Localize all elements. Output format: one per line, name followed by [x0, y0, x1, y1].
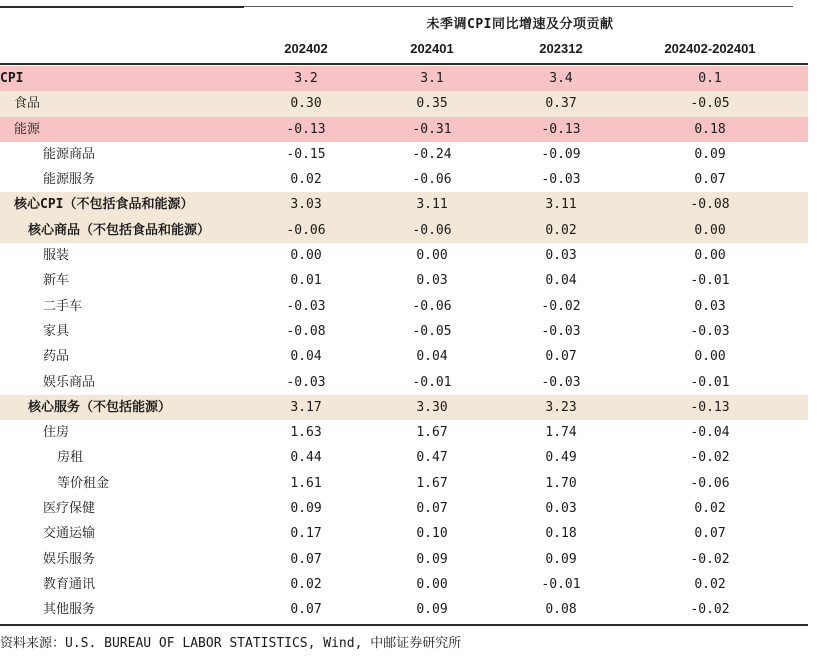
row-value: 3.1 — [420, 71, 444, 86]
table-row — [0, 192, 808, 217]
row-value: -0.02 — [690, 602, 730, 618]
table-row — [0, 91, 808, 116]
row-value: 0.02 — [290, 576, 322, 592]
row-value: 0.09 — [545, 551, 577, 567]
row-value: 0.00 — [694, 248, 726, 264]
row-value: -0.13 — [690, 399, 730, 415]
row-label: 核心服务（不包括能源） — [28, 399, 172, 415]
row-value: -0.05 — [690, 96, 730, 112]
row-value: -0.09 — [541, 146, 581, 162]
row-value: 3.2 — [294, 71, 318, 86]
top-rule-right — [244, 6, 793, 7]
row-value: -0.13 — [286, 121, 326, 137]
row-value: 3.17 — [290, 399, 322, 415]
table-row — [0, 521, 808, 546]
row-value: 0.02 — [694, 501, 726, 517]
row-value: -0.05 — [412, 323, 452, 339]
row-value: 3.11 — [416, 197, 448, 213]
table-row — [0, 66, 808, 91]
table-row — [0, 117, 808, 142]
row-value: 3.03 — [290, 197, 322, 213]
row-value: 0.01 — [290, 273, 322, 289]
row-label: 教育通讯 — [43, 576, 96, 592]
row-value: 0.03 — [545, 501, 577, 517]
row-label: 服装 — [43, 248, 70, 264]
table-bottom-rule — [0, 624, 808, 626]
row-value: 0.08 — [545, 602, 577, 618]
row-value: 1.74 — [545, 425, 577, 441]
row-value: -0.03 — [690, 323, 730, 339]
row-label: 药品 — [43, 349, 70, 365]
row-value: -0.06 — [690, 475, 730, 491]
row-value: 0.18 — [694, 121, 726, 137]
row-label: 新车 — [43, 273, 70, 289]
table-row — [0, 395, 808, 420]
row-value: 0.00 — [694, 222, 726, 238]
row-value: 0.09 — [694, 146, 726, 162]
column-header-diff: 202402-202401 — [664, 41, 756, 56]
row-label: 能源 — [14, 121, 41, 137]
table-row — [0, 420, 808, 445]
row-value: 0.03 — [545, 248, 577, 264]
row-label: 交通运输 — [43, 526, 96, 542]
row-value: -0.06 — [412, 222, 452, 238]
row-value: 1.63 — [290, 425, 322, 441]
table-row — [0, 471, 808, 496]
table-row — [0, 572, 808, 597]
row-value: 0.49 — [545, 450, 577, 466]
table-row — [0, 243, 808, 268]
row-value: 1.67 — [416, 425, 448, 441]
row-value: 0.07 — [545, 349, 577, 365]
row-value: 0.02 — [545, 222, 577, 238]
row-value: 0.07 — [694, 172, 726, 188]
row-value: -0.06 — [286, 222, 326, 238]
row-value: 0.35 — [416, 96, 448, 112]
row-value: -0.03 — [541, 323, 581, 339]
row-label: 核心CPI（不包括食品和能源） — [14, 197, 194, 213]
row-label: 医疗保健 — [43, 501, 96, 517]
top-rule-left — [0, 6, 244, 8]
row-value: 0.09 — [416, 602, 448, 618]
row-value: 0.02 — [694, 576, 726, 592]
row-value: 0.09 — [290, 501, 322, 517]
row-label: 房租 — [57, 450, 84, 466]
row-value: -0.03 — [541, 374, 581, 390]
row-value: -0.01 — [412, 374, 452, 390]
row-label: 娱乐服务 — [43, 551, 96, 567]
row-value: 0.03 — [694, 298, 726, 314]
source-note: 资料来源：U.S. BUREAU OF LABOR STATISTICS, Wind, 中邮证券研究所 — [0, 636, 462, 651]
row-value: 0.00 — [416, 248, 448, 264]
table-row — [0, 496, 808, 521]
row-label: 娱乐商品 — [43, 374, 96, 390]
row-value: 0.07 — [290, 602, 322, 618]
row-label: 能源商品 — [43, 146, 96, 162]
row-value: -0.02 — [541, 298, 581, 314]
row-value: -0.08 — [690, 197, 730, 213]
row-value: 0.02 — [290, 172, 322, 188]
row-value: -0.02 — [690, 551, 730, 567]
table-row — [0, 370, 808, 395]
table-row — [0, 319, 808, 344]
row-value: 0.18 — [545, 526, 577, 542]
table-row — [0, 167, 808, 192]
row-value: 0.17 — [290, 526, 322, 542]
row-value: -0.03 — [541, 172, 581, 188]
row-value: 0.04 — [416, 349, 448, 365]
row-value: 0.30 — [290, 96, 322, 112]
row-value: 0.00 — [416, 576, 448, 592]
table-row — [0, 294, 808, 319]
row-value: -0.24 — [412, 146, 452, 162]
table-row — [0, 445, 808, 470]
row-value: -0.06 — [412, 172, 452, 188]
column-group-title: 未季调CPI同比增速及分项贡献 — [426, 17, 614, 32]
row-value: -0.03 — [286, 374, 326, 390]
row-value: -0.31 — [412, 121, 452, 137]
row-value: 1.67 — [416, 475, 448, 491]
row-label: 能源服务 — [43, 172, 96, 188]
row-label: CPI — [0, 71, 24, 86]
row-label: 食品 — [14, 96, 41, 112]
row-value: 0.1 — [698, 71, 722, 86]
row-value: 0.04 — [290, 349, 322, 365]
row-value: 0.07 — [694, 526, 726, 542]
table-row — [0, 142, 808, 167]
row-value: 1.61 — [290, 475, 322, 491]
row-value: 3.23 — [545, 399, 577, 415]
row-value: 0.00 — [290, 248, 322, 264]
row-value: -0.02 — [690, 450, 730, 466]
row-label: 等价租金 — [57, 475, 110, 491]
row-value: 0.47 — [416, 450, 448, 466]
table-row — [0, 597, 808, 622]
row-value: 3.11 — [545, 197, 577, 213]
table-body — [0, 66, 808, 623]
column-header-202401: 202401 — [410, 41, 454, 56]
column-header-202402: 202402 — [284, 41, 328, 56]
row-value: -0.03 — [286, 298, 326, 314]
row-value: -0.01 — [690, 374, 730, 390]
row-value: -0.01 — [690, 273, 730, 289]
row-value: -0.08 — [286, 323, 326, 339]
row-value: 0.09 — [416, 551, 448, 567]
row-value: -0.04 — [690, 425, 730, 441]
row-label: 家具 — [43, 323, 70, 339]
header-bottom-rule — [0, 63, 808, 65]
row-label: 核心商品（不包括食品和能源） — [28, 222, 211, 238]
row-value: 0.07 — [290, 551, 322, 567]
row-label: 住房 — [43, 425, 70, 441]
row-value: 0.37 — [545, 96, 577, 112]
row-value: 3.4 — [549, 71, 573, 86]
row-value: 0.00 — [694, 349, 726, 365]
row-value: 0.07 — [416, 501, 448, 517]
table-row — [0, 218, 808, 243]
row-label: 其他服务 — [43, 602, 96, 618]
row-value: -0.13 — [541, 121, 581, 137]
row-value: 0.04 — [545, 273, 577, 289]
row-value: -0.01 — [541, 576, 581, 592]
row-value: 1.70 — [545, 475, 577, 491]
row-value: -0.06 — [412, 298, 452, 314]
table-row — [0, 547, 808, 572]
row-value: 3.30 — [416, 399, 448, 415]
column-header-202312: 202312 — [539, 41, 583, 56]
row-value: 0.03 — [416, 273, 448, 289]
row-label: 二手车 — [43, 298, 83, 314]
row-value: -0.15 — [286, 146, 326, 162]
table-row — [0, 268, 808, 293]
row-value: 0.44 — [290, 450, 322, 466]
row-value: 0.10 — [416, 526, 448, 542]
table-row — [0, 344, 808, 369]
